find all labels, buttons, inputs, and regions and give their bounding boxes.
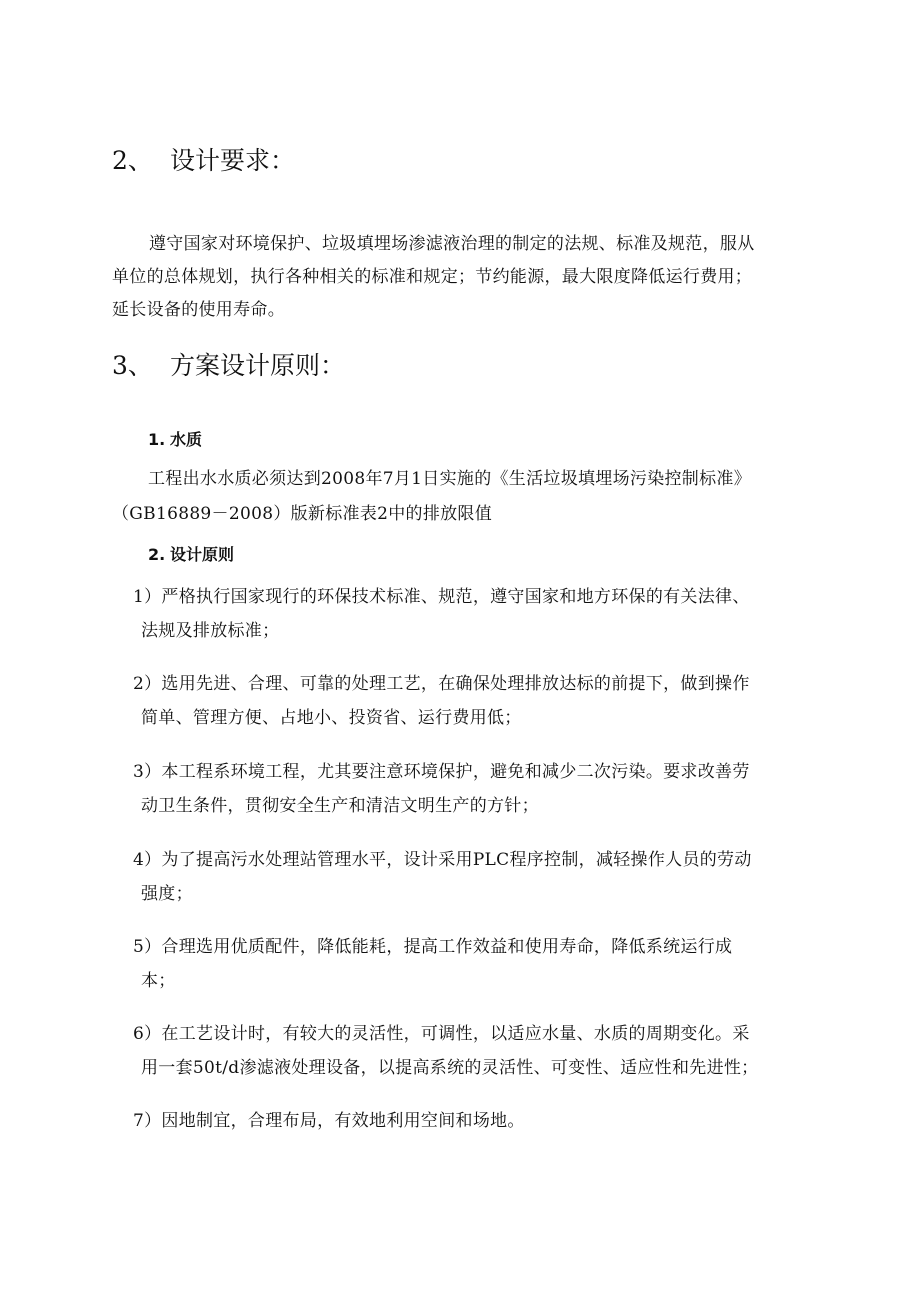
- principle-line-1: 4）为了提高污水处理站管理水平，设计采用PLC程序控制，减轻操作人员的劳动: [133, 850, 752, 870]
- requirements-line-3: 延长设备的使用寿命。: [112, 300, 285, 320]
- section-heading-3: [112, 350, 345, 382]
- principle-line-1: 7）因地制宜，合理布局，有效地利用空间和场地。: [133, 1111, 525, 1131]
- subheading-title: 设计原则: [170, 545, 235, 564]
- section-number: 2、: [112, 146, 153, 175]
- section-number: 3、: [112, 351, 153, 380]
- principle-line-1: 1）严格执行国家现行的环保技术标准、规范，遵守国家和地方环保的有关法律、: [133, 587, 750, 607]
- subheading-number: 2.: [148, 545, 166, 564]
- section-title: 方案设计原则：: [170, 351, 346, 380]
- principle-item: [133, 1109, 525, 1133]
- principle-item: [133, 672, 750, 730]
- water-quality-line-2: （GB16889－2008）版新标准表2中的排放限值: [112, 504, 493, 524]
- principle-line-2: 本；: [141, 971, 176, 991]
- principle-item: [133, 760, 750, 818]
- subheading-number: 1.: [148, 430, 166, 449]
- principle-line-1: 2）选用先进、合理、可靠的处理工艺，在确保处理排放达标的前提下，做到操作: [133, 674, 750, 694]
- principle-line-2: 简单、管理方便、占地小、投资省、运行费用低；: [141, 708, 522, 728]
- principle-item: [133, 935, 732, 993]
- principle-line-2: 法规及排放标准；: [141, 621, 280, 641]
- principle-item: [133, 848, 752, 906]
- subheading-title: 水质: [170, 430, 203, 449]
- section-title: 设计要求：: [170, 146, 296, 175]
- subheading-design-principles: [148, 544, 234, 566]
- water-quality-line-1: 工程出水水质必须达到2008年7月1日实施的《生活垃圾填埋场污染控制标准》: [148, 469, 751, 489]
- principle-line-1: 5）合理选用优质配件，降低能耗，提高工作效益和使用寿命，降低系统运行成: [133, 937, 733, 957]
- principle-line-2: 强度；: [141, 884, 193, 904]
- requirements-line-2: 单位的总体规划，执行各种相关的标准和规定；节约能源，最大限度降低运行费用；: [112, 267, 753, 287]
- principle-line-1: 6）在工艺设计时，有较大的灵活性，可调性，以适应水量、水质的周期变化。采: [133, 1024, 750, 1044]
- principle-item: [133, 585, 750, 643]
- requirements-line-1: 遵守国家对环境保护、垃圾填埋场渗滤液治理的制定的法规、标准及规范，服从: [149, 234, 755, 254]
- section-heading-2: [112, 145, 295, 177]
- principle-line-1: 3）本工程系环境工程，尤其要注意环境保护，避免和减少二次污染。要求改善劳: [133, 762, 750, 782]
- principle-line-2: 动卫生条件，贯彻安全生产和清洁文明生产的方针；: [141, 796, 539, 816]
- principle-item: [133, 1022, 758, 1080]
- principle-line-2: 用一套50t/d渗滤液处理设备，以提高系统的灵活性、可变性、适应性和先进性；: [141, 1058, 759, 1078]
- subheading-water-quality: [148, 429, 202, 451]
